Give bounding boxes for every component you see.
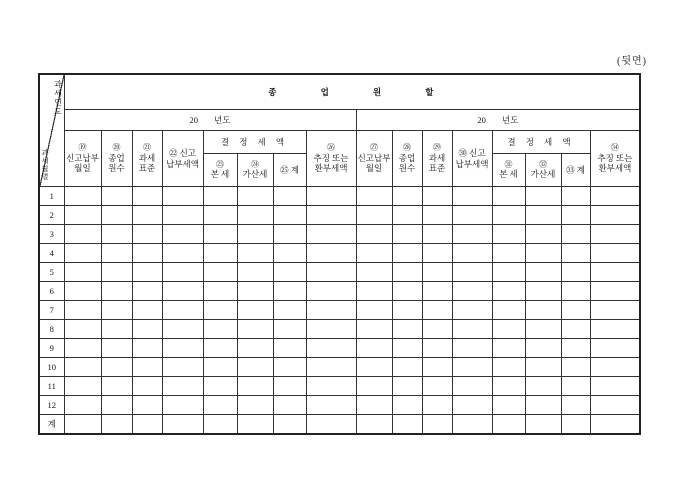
data-cell (590, 187, 640, 206)
table-row (39, 187, 640, 206)
data-cell (162, 320, 203, 339)
data-cell (132, 339, 162, 358)
data-cell (356, 282, 392, 301)
data-cell (203, 415, 237, 435)
data-cell (273, 415, 306, 435)
data-cell (203, 358, 237, 377)
data-cell (237, 301, 273, 320)
data-cell (525, 396, 561, 415)
col-header-report-date-right: ㉗ 신고납부 월일 (356, 131, 392, 187)
data-cell (590, 301, 640, 320)
data-cell (64, 301, 101, 320)
data-cell (162, 244, 203, 263)
data-cell (525, 339, 561, 358)
corner-diagonal-cell (39, 74, 64, 187)
data-cell (422, 282, 452, 301)
year-header-left: 20 년도 (64, 110, 356, 131)
data-cell (422, 225, 452, 244)
data-cell (422, 263, 452, 282)
data-cell (590, 320, 640, 339)
data-cell (492, 263, 525, 282)
data-cell (306, 339, 356, 358)
data-cell (162, 187, 203, 206)
row-label: 8 (39, 320, 64, 339)
data-cell (525, 244, 561, 263)
data-cell (101, 244, 132, 263)
data-cell (356, 339, 392, 358)
data-cell (492, 415, 525, 435)
table-row (39, 358, 640, 377)
data-cell (132, 263, 162, 282)
row-label: 3 (39, 225, 64, 244)
col-header-tax-base-left: ㉑ 과세 표준 (132, 131, 162, 187)
data-cell (64, 377, 101, 396)
col-header-paid-tax-left: ㉒ 신고 납부세액 (162, 131, 203, 187)
data-cell (452, 187, 492, 206)
data-cell (356, 396, 392, 415)
data-cell (561, 396, 590, 415)
data-cell (392, 187, 422, 206)
data-cell (525, 377, 561, 396)
row-label: 1 (39, 187, 64, 206)
data-cell (392, 225, 422, 244)
data-cell (101, 187, 132, 206)
data-cell (64, 206, 101, 225)
data-cell (237, 187, 273, 206)
data-cell (561, 320, 590, 339)
col-header-decision-tax-right: 결 정 세 액 (492, 131, 590, 154)
data-cell (101, 339, 132, 358)
data-cell (273, 263, 306, 282)
data-cell (64, 415, 101, 435)
data-cell (356, 301, 392, 320)
back-side-label: (뒷면) (617, 56, 647, 67)
data-cell (237, 377, 273, 396)
data-cell (64, 263, 101, 282)
data-cell (392, 263, 422, 282)
data-cell (273, 320, 306, 339)
table-row (39, 244, 640, 263)
row-label: 9 (39, 339, 64, 358)
data-cell (306, 320, 356, 339)
table-row (39, 339, 640, 358)
data-cell (392, 415, 422, 435)
data-cell (525, 225, 561, 244)
data-cell (422, 339, 452, 358)
data-cell (561, 263, 590, 282)
row-label: 6 (39, 282, 64, 301)
data-cell (422, 415, 452, 435)
data-cell (525, 263, 561, 282)
data-cell (306, 282, 356, 301)
data-cell (492, 225, 525, 244)
data-cell (525, 206, 561, 225)
data-cell (525, 320, 561, 339)
data-cell (356, 415, 392, 435)
data-cell (492, 320, 525, 339)
col-header-total-left: ㉕ 계 (273, 154, 306, 187)
data-cell (422, 320, 452, 339)
data-cell (132, 282, 162, 301)
table-row (39, 301, 640, 320)
data-cell (392, 244, 422, 263)
table-row (39, 206, 640, 225)
data-cell (306, 206, 356, 225)
data-cell (132, 320, 162, 339)
corner-bottom-label: 과세월별 (41, 149, 49, 181)
data-cell (356, 263, 392, 282)
data-cell (306, 263, 356, 282)
data-cell (64, 282, 101, 301)
data-cell (422, 377, 452, 396)
data-cell (101, 377, 132, 396)
employee-tax-form (38, 73, 641, 435)
column-header-row-1 (39, 131, 640, 154)
data-cell (203, 396, 237, 415)
data-cell (525, 358, 561, 377)
data-cell (237, 358, 273, 377)
data-cell (162, 358, 203, 377)
col-header-report-date-left: ⑲ 신고납부 월일 (64, 131, 101, 187)
col-header-decision-tax-left: 결 정 세 액 (203, 131, 306, 154)
data-cell (162, 263, 203, 282)
data-cell (101, 263, 132, 282)
col-header-refund-left: ㉖ 추징 또는 환부세액 (306, 131, 356, 187)
data-cell (64, 187, 101, 206)
data-cell (356, 320, 392, 339)
data-cell (356, 187, 392, 206)
data-cell (203, 244, 237, 263)
col-header-employee-count-left: ⑳ 종업 원수 (101, 131, 132, 187)
data-cell (590, 282, 640, 301)
data-cell (132, 206, 162, 225)
data-cell (132, 396, 162, 415)
col-header-penalty-tax-left: ㉔ 가산세 (237, 154, 273, 187)
data-cell (237, 244, 273, 263)
data-cell (203, 339, 237, 358)
data-cell (561, 415, 590, 435)
data-cell (561, 377, 590, 396)
data-cell (203, 206, 237, 225)
data-cell (492, 339, 525, 358)
data-cell (237, 263, 273, 282)
data-cell (422, 187, 452, 206)
row-label: 계 (39, 415, 64, 435)
data-cell (356, 244, 392, 263)
table-row (39, 263, 640, 282)
data-cell (452, 206, 492, 225)
data-cell (273, 358, 306, 377)
data-cell (422, 244, 452, 263)
data-cell (237, 320, 273, 339)
data-cell (452, 320, 492, 339)
data-cell (492, 244, 525, 263)
data-cell (422, 206, 452, 225)
data-cell (64, 396, 101, 415)
data-cell (64, 320, 101, 339)
data-cell (590, 358, 640, 377)
data-cell (162, 377, 203, 396)
row-label: 2 (39, 206, 64, 225)
data-cell (590, 263, 640, 282)
data-cell (561, 187, 590, 206)
data-cell (203, 263, 237, 282)
data-cell (492, 301, 525, 320)
col-header-total-right: ㉝ 계 (561, 154, 590, 187)
col-header-refund-right: ㉞ 추징 또는 환부세액 (590, 131, 640, 187)
data-cell (525, 301, 561, 320)
data-cell (273, 396, 306, 415)
data-cell (306, 301, 356, 320)
data-cell (452, 244, 492, 263)
data-cell (452, 377, 492, 396)
data-cell (64, 339, 101, 358)
data-cell (273, 206, 306, 225)
data-cell (590, 225, 640, 244)
data-cell (356, 377, 392, 396)
data-cell (492, 206, 525, 225)
year-row (39, 110, 640, 131)
data-cell (162, 206, 203, 225)
data-cell (422, 301, 452, 320)
col-header-paid-tax-right: ㉚ 신고 납부세액 (452, 131, 492, 187)
col-header-main-tax-right: ㉛ 본 세 (492, 154, 525, 187)
tax-form-table (38, 73, 641, 435)
data-cell (422, 396, 452, 415)
row-label: 7 (39, 301, 64, 320)
data-cell (162, 415, 203, 435)
data-cell (101, 358, 132, 377)
data-cell (162, 396, 203, 415)
data-cell (306, 415, 356, 435)
data-cell (590, 377, 640, 396)
data-cell (237, 225, 273, 244)
row-label: 12 (39, 396, 64, 415)
data-cell (237, 206, 273, 225)
row-label: 10 (39, 358, 64, 377)
data-cell (273, 282, 306, 301)
data-cell (162, 225, 203, 244)
data-cell (237, 415, 273, 435)
data-cell (237, 282, 273, 301)
data-cell (132, 225, 162, 244)
data-cell (306, 244, 356, 263)
data-cell (273, 301, 306, 320)
col-header-main-tax-left: ㉓ 본 세 (203, 154, 237, 187)
data-cell (273, 377, 306, 396)
data-cell (64, 225, 101, 244)
data-cell (561, 358, 590, 377)
data-cell (162, 301, 203, 320)
data-cell (590, 415, 640, 435)
row-label: 11 (39, 377, 64, 396)
data-cell (452, 263, 492, 282)
data-cell (306, 396, 356, 415)
table-row (39, 377, 640, 396)
data-cell (132, 244, 162, 263)
data-cell (392, 282, 422, 301)
data-cell (392, 206, 422, 225)
row-label: 4 (39, 244, 64, 263)
data-cell (64, 358, 101, 377)
data-cell (237, 396, 273, 415)
title-row (39, 74, 640, 110)
data-cell (237, 339, 273, 358)
data-cell (64, 244, 101, 263)
data-cell (492, 396, 525, 415)
data-cell (452, 301, 492, 320)
data-cell (306, 358, 356, 377)
data-cell (525, 187, 561, 206)
data-cell (101, 301, 132, 320)
table-body (39, 187, 640, 435)
data-cell (561, 282, 590, 301)
data-cell (273, 244, 306, 263)
form-title: 종 업 원 할 (64, 74, 640, 110)
col-header-tax-base-right: ㉙ 과세 표준 (422, 131, 452, 187)
data-cell (306, 225, 356, 244)
data-cell (356, 206, 392, 225)
year-header-right: 20 년도 (356, 110, 640, 131)
data-cell (492, 187, 525, 206)
data-cell (273, 187, 306, 206)
data-cell (561, 206, 590, 225)
data-cell (101, 415, 132, 435)
data-cell (392, 396, 422, 415)
data-cell (273, 339, 306, 358)
data-cell (590, 396, 640, 415)
data-cell (452, 282, 492, 301)
data-cell (132, 358, 162, 377)
data-cell (561, 339, 590, 358)
data-cell (422, 358, 452, 377)
data-cell (203, 187, 237, 206)
data-cell (561, 225, 590, 244)
table-row (39, 320, 640, 339)
data-cell (492, 282, 525, 301)
data-cell (101, 396, 132, 415)
data-cell (101, 282, 132, 301)
data-cell (561, 244, 590, 263)
data-cell (392, 339, 422, 358)
data-cell (306, 377, 356, 396)
data-cell (203, 225, 237, 244)
data-cell (452, 339, 492, 358)
row-label: 5 (39, 263, 64, 282)
data-cell (392, 301, 422, 320)
data-cell (452, 415, 492, 435)
col-header-penalty-tax-right: ㉜ 가산세 (525, 154, 561, 187)
data-cell (132, 301, 162, 320)
data-cell (590, 206, 640, 225)
table-row (39, 282, 640, 301)
data-cell (392, 358, 422, 377)
data-cell (392, 320, 422, 339)
data-cell (101, 320, 132, 339)
col-header-employee-count-right: ㉘ 종업 원수 (392, 131, 422, 187)
corner-top-label: 과세연도 (53, 80, 63, 116)
table-row (39, 225, 640, 244)
data-cell (203, 377, 237, 396)
table-row (39, 396, 640, 415)
data-cell (203, 301, 237, 320)
data-cell (101, 225, 132, 244)
data-cell (492, 358, 525, 377)
data-cell (101, 206, 132, 225)
table-row (39, 415, 640, 435)
data-cell (306, 187, 356, 206)
data-cell (132, 415, 162, 435)
data-cell (203, 320, 237, 339)
data-cell (203, 282, 237, 301)
data-cell (132, 187, 162, 206)
data-cell (162, 282, 203, 301)
data-cell (452, 396, 492, 415)
data-cell (392, 377, 422, 396)
data-cell (561, 301, 590, 320)
data-cell (132, 377, 162, 396)
data-cell (356, 358, 392, 377)
data-cell (162, 339, 203, 358)
data-cell (356, 225, 392, 244)
data-cell (525, 282, 561, 301)
data-cell (525, 415, 561, 435)
data-cell (590, 339, 640, 358)
data-cell (452, 358, 492, 377)
data-cell (492, 377, 525, 396)
data-cell (273, 225, 306, 244)
data-cell (590, 244, 640, 263)
data-cell (452, 225, 492, 244)
